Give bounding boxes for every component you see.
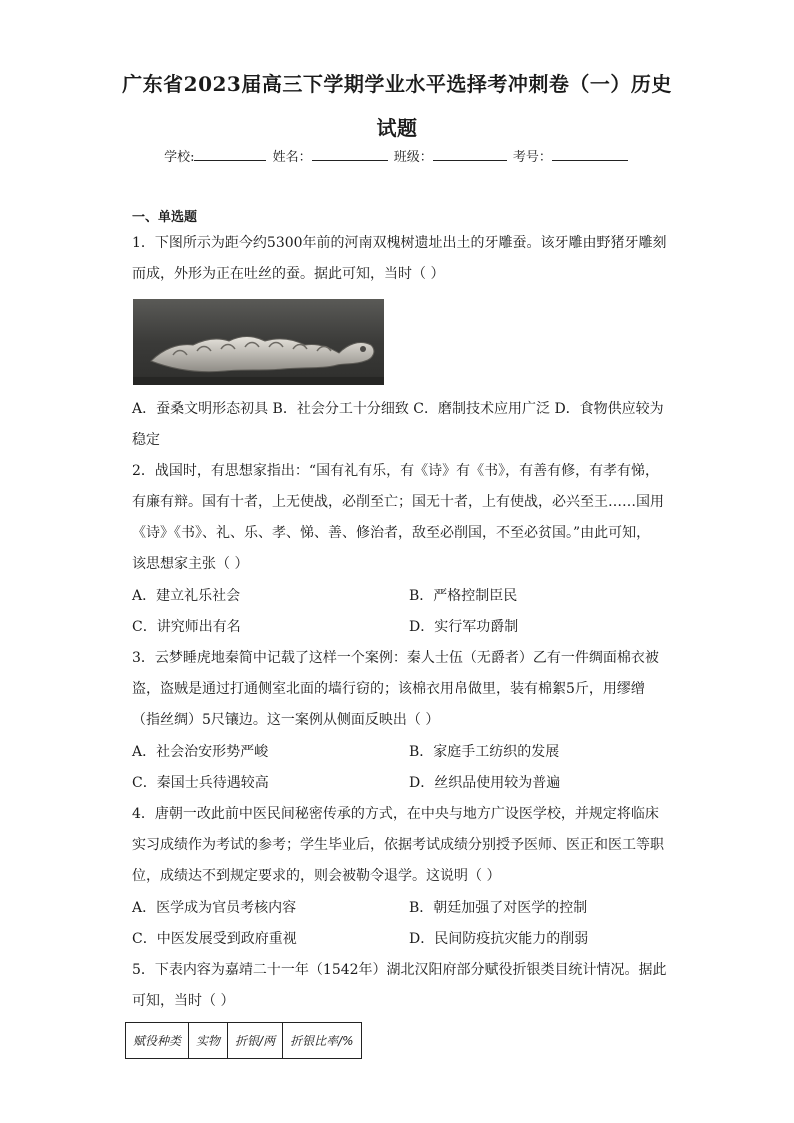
section-title: 一、单选题: [132, 210, 198, 225]
question-2-line-3: 《诗》《书》、礼、乐、孝、悌、善、修治者，敌至必削国，不至必贫国。”由此可知，: [132, 525, 651, 541]
question-4-option-d[interactable]: D．民间防疫抗灾能力的削弱: [409, 931, 589, 947]
table-header-cell: 赋役种类: [126, 1023, 189, 1059]
question-1-options: A．蚕桑文明形态初具 B．社会分工十分细致 C．磨制技术应用广泛 D．食物供应较为: [132, 401, 664, 417]
question-5-line-2: 可知，当时（ ）: [132, 993, 235, 1009]
class-label: 班级：: [393, 150, 433, 165]
table-header-cell: 折银/两: [228, 1023, 283, 1059]
question-3-line-3: （指丝绸）5尺镶边。这一案例从侧面反映出（ ）: [132, 712, 440, 728]
question-1-options-tail: 稳定: [132, 432, 160, 448]
question-2-option-b[interactable]: B．严格控制臣民: [409, 588, 518, 604]
question-1-line-2: 而成，外形为正在吐丝的蚕。据此可知，当时（ ）: [132, 266, 445, 282]
question-2-line-4: 该思想家主张（ ）: [132, 556, 249, 572]
name-label: 姓名：: [272, 150, 312, 165]
question-1-line-1: 1．下图所示为距今约5300年前的河南双槐树遗址出土的牙雕蚕。该牙雕由野猪牙雕刻: [132, 235, 667, 251]
question-2-option-c[interactable]: C．讲究师出有名: [132, 619, 241, 635]
question-3-line-2: 盗，盗贼是通过打通侧室北面的墙行窃的；该棉衣用帛做里，装有棉絮5斤，用缪缯: [132, 681, 645, 697]
school-blank[interactable]: [194, 148, 266, 161]
question-5-line-1: 5．下表内容为嘉靖二十一年（1542年）湖北汉阳府部分赋役折银类目统计情况。据此: [132, 962, 667, 978]
table-header-cell: 实物: [189, 1023, 228, 1059]
table-header-cell: 折银比率/%: [283, 1023, 361, 1059]
question-2-line-1: 2．战国时，有思想家指出：“国有礼有乐，有《诗》有《书》，有善有修，有孝有悌，: [132, 463, 660, 479]
question-4-line-3: 位，成绩达不到规定要求的，则会被勒令退学。这说明（ ）: [132, 868, 501, 884]
question-4-line-2: 实习成绩作为考试的参考；学生毕业后，依据考试成绩分别授予医师、医正和医工等职: [132, 837, 664, 853]
exam-no-label: 考号：: [512, 150, 552, 165]
tax-table: [125, 1022, 362, 1059]
school-label: 学校:: [164, 150, 195, 165]
question-4-option-b[interactable]: B．朝廷加强了对医学的控制: [409, 900, 588, 916]
question-4-option-c[interactable]: C．中医发展受到政府重视: [132, 931, 297, 947]
student-info-row: [0, 146, 794, 165]
question-4-line-1: 4．唐朝一改此前中医民间秘密传承的方式，在中央与地方广设医学校，并规定将临床: [132, 806, 659, 822]
question-3-line-1: 3．云梦睡虎地秦简中记载了这样一个案例：秦人士伍（无爵者）乙有一件绸面棉衣被: [132, 650, 659, 666]
page-title: 广东省2023届高三下学期学业水平选择考冲刺卷（一）历史: [122, 72, 672, 96]
question-2-option-d[interactable]: D．实行军功爵制: [409, 619, 519, 635]
question-3-option-c[interactable]: C．秦国士兵待遇较高: [132, 775, 269, 791]
question-3-option-d[interactable]: D．丝织品使用较为普遍: [409, 775, 561, 791]
class-blank[interactable]: [433, 148, 507, 161]
table-header-row: [126, 1023, 362, 1059]
question-3-option-a[interactable]: A．社会治安形势严峻: [132, 744, 269, 760]
question-3-option-b[interactable]: B．家庭手工纺织的发展: [409, 744, 560, 760]
question-4-option-a[interactable]: A．医学成为官员考核内容: [132, 900, 297, 916]
question-2-line-2: 有廉有辩。国有十者，上无使战，必削至亡；国无十者，上有使战，必兴至王……国用: [132, 494, 664, 510]
exam-no-blank[interactable]: [552, 148, 628, 161]
name-blank[interactable]: [312, 148, 388, 161]
page-title-continued: 试题: [376, 116, 418, 140]
question-2-option-a[interactable]: A．建立礼乐社会: [132, 588, 241, 604]
ivory-silkworm-photo: [133, 299, 384, 385]
